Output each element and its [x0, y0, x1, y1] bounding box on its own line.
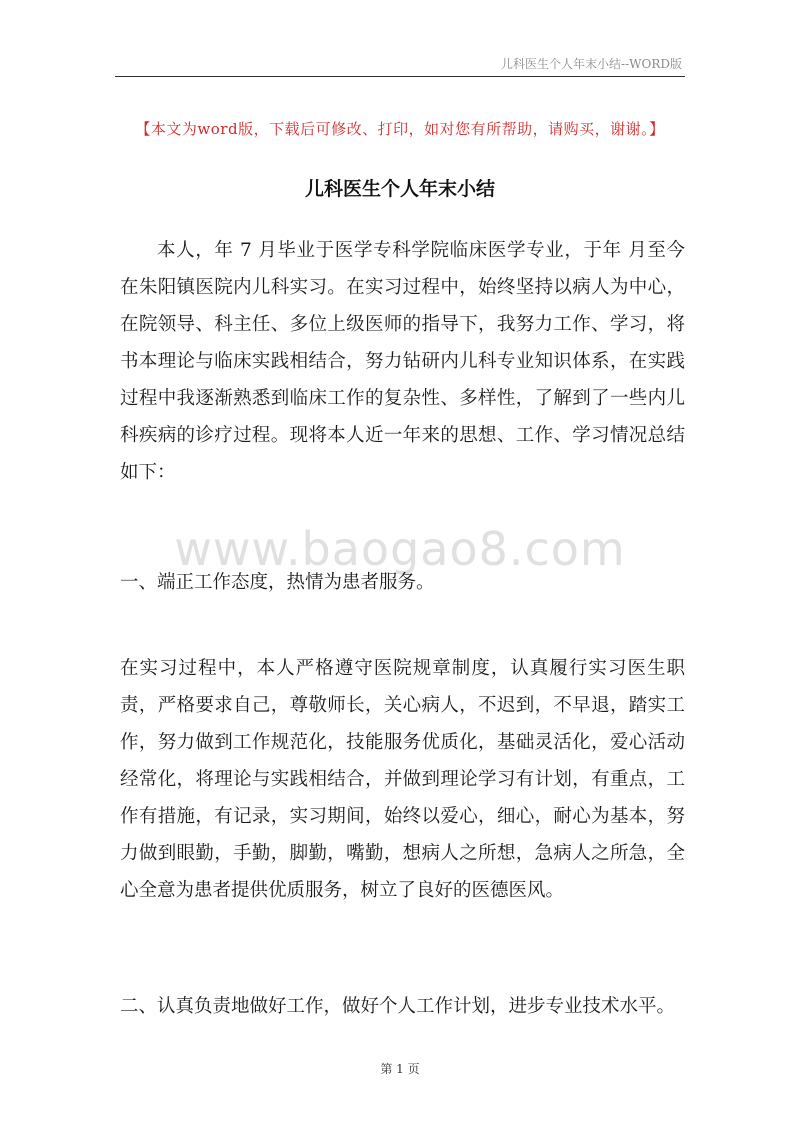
- header-divider: [115, 76, 685, 77]
- watermark: www.baogao8.com: [174, 522, 626, 576]
- intro-paragraph: 本人，年 7 月毕业于医学专科学院临床医学专业，于年 月至今在朱阳镇医院内儿科实习。在实习过程中，始终坚持以病人为中心，在院领导、科主任、多位上级医师的指导下，我努力工作、学习，将书本理论与临床实践相结合，努力钻研内儿科专业知识体系，在实践过程中我逐渐熟悉到临床工作的复杂性、多样性，了解到了一些内儿科疾病的诊疗过程。现将本人近一年来的思想、工作、学习情况总结如下：: [120, 240, 685, 483]
- section-heading-2: 二、认真负责地做好工作，做好个人工作计划，进步专业技术水平。: [120, 996, 676, 1017]
- section-heading-1: 一、端正工作态度，热情为患者服务。: [120, 572, 435, 593]
- running-header: 儿科医生个人年末小结--WORD版: [501, 57, 682, 71]
- section-1-paragraph: 在实习过程中，本人严格遵守医院规章制度，认真履行实习医生职责，严格要求自己，尊敬师长，关心病人，不迟到，不早退，踏实工作，努力做到工作规范化，技能服务优质化，基础灵活化，爱心活动经常化，将理论与实践相结合，并做到理论学习有计划，有重点，工作有措施，有记录，实习期间，始终以爱心，细心，耐心为基本，努力做到眼勤，手勤，脚勤，嘴勤，想病人之所想，急病人之所急，全心全意为患者提供优质服务，树立了良好的医德医风。: [120, 658, 685, 901]
- page-number: 第 1 页: [380, 1062, 420, 1076]
- download-notice: 【本文为word版，下载后可修改、打印，如对您有所帮助，请购买，谢谢。】: [135, 120, 665, 138]
- document-title: 儿科医生个人年末小结: [304, 178, 495, 200]
